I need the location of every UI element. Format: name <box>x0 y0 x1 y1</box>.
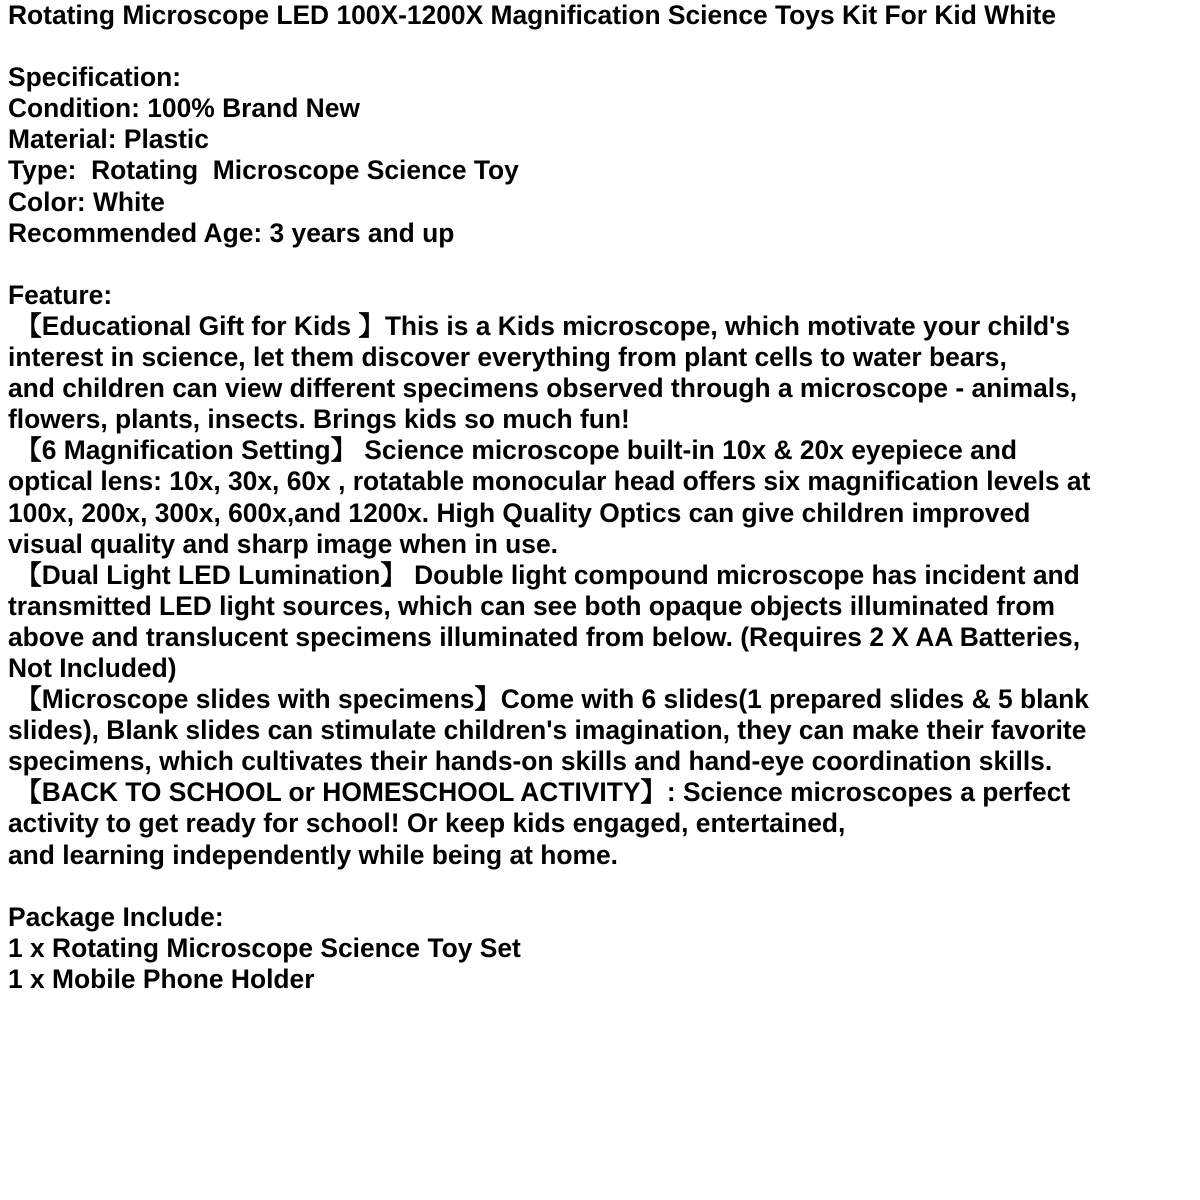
feature-line: 【Educational Gift for Kids 】This is a Kids microscope, which motivate your child's <box>8 310 1071 341</box>
feature-line: 【6 Magnification Setting】 Science microscope built-in 10x & 20x eyepiece and <box>8 435 1018 466</box>
feature-line: and learning independently while being at home. <box>8 839 618 870</box>
feature-line: slides), Blank slides can stimulate children's imagination, they can make their favorite <box>8 715 1087 746</box>
spacer <box>8 249 1196 280</box>
spec-type: Type: Rotating Microscope Science Toy <box>8 155 519 186</box>
feature-line: 【BACK TO SCHOOL or HOMESCHOOL ACTIVITY】: Science microscopes a perfect <box>8 777 1071 808</box>
package-heading: Package Include: <box>8 901 224 932</box>
spec-condition: Condition: 100% Brand New <box>8 93 360 124</box>
feature-line: Not Included) <box>8 652 177 683</box>
spacer <box>8 31 1196 62</box>
feature-line: activity to get ready for school! Or keep kids engaged, entertained, <box>8 808 846 839</box>
feature-line: 【Dual Light LED Lumination】 Double light compound microscope has incident and <box>8 559 1080 590</box>
spec-material: Material: Plastic <box>8 124 209 155</box>
package-item: 1 x Rotating Microscope Science Toy Set <box>8 932 521 963</box>
feature-heading: Feature: <box>8 279 113 310</box>
page-title: Rotating Microscope LED 100X-1200X Magnification Science Toys Kit For Kid White <box>8 0 1056 30</box>
feature-line: above and translucent specimens illuminated from below. (Requires 2 X AA Batteries, <box>8 621 1081 652</box>
feature-line: and children can view different specimens observed through a microscope - animals, <box>8 373 1078 404</box>
feature-line: visual quality and sharp image when in use. <box>8 528 558 559</box>
feature-line: 【Microscope slides with specimens】Come with 6 slides(1 prepared slides & 5 blank <box>8 684 1089 715</box>
package-item: 1 x Mobile Phone Holder <box>8 963 315 994</box>
spec-recommended-age: Recommended Age: 3 years and up <box>8 217 455 248</box>
spacer <box>8 871 1196 902</box>
product-description <box>8 0 1196 995</box>
feature-line: specimens, which cultivates their hands-on skills and hand-eye coordination skills. <box>8 746 1053 777</box>
spec-color: Color: White <box>8 186 165 217</box>
feature-line: 100x, 200x, 300x, 600x,and 1200x. High Quality Optics can give children improved <box>8 497 1031 528</box>
feature-line: optical lens: 10x, 30x, 60x , rotatable monocular head offers six magnification levels at <box>8 466 1091 497</box>
feature-line: interest in science, let them discover everything from plant cells to water bears, <box>8 342 1007 373</box>
specification-heading: Specification: <box>8 62 182 93</box>
feature-line: transmitted LED light sources, which can see both opaque objects illuminated from <box>8 590 1055 621</box>
feature-line: flowers, plants, insects. Brings kids so much fun! <box>8 404 630 435</box>
